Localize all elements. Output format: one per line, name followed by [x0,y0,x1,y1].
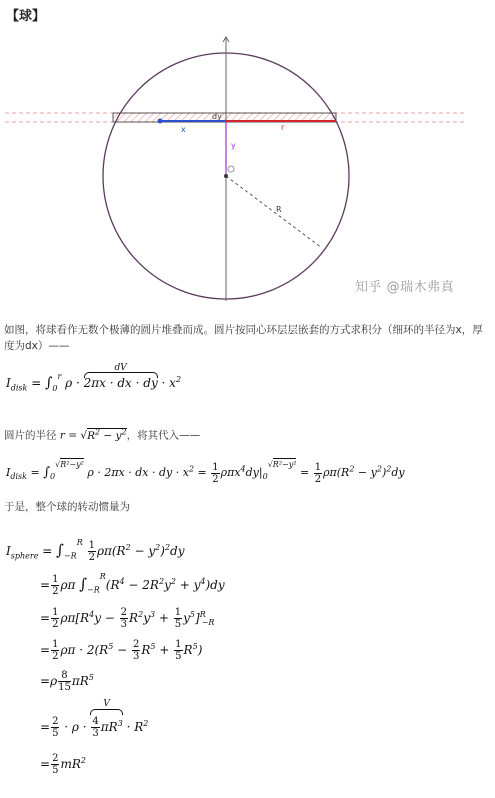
label-y: y [231,141,236,150]
equation-sphere-line-2: = $\frac{1}{2}$ ρπ $\int_{-R}^R(R^4 - 2R^2y^2 + y^4)dy$ [40,572,225,597]
equation-sphere-line-7: = $\frac{2}{5}$ $mR^2$ [40,753,86,776]
equation-sphere-line-1: $I_{sphere} = \int_{-R}^R$ $\frac{1}{2}$ $\rho\pi(R^2 - y^2)^2dy$ [6,538,185,563]
equation-sphere-line-3: = $\frac{1}{2}$ $\rho\pi[R^4y$ − $\frac{2}{3}$ $R^2y^3$ + $\frac{1}{5}$ $y^5]^R_{-R}$ [40,607,215,630]
x-endpoint-dot [158,119,163,124]
equation-sphere-line-4: = $\frac{1}{2}$ $\rho\pi \cdot 2(R^5$ − $\frac{2}{3}$ $R^5$ + $\frac{1}{5}$ $R^5$) [40,639,203,662]
radius-R-line [226,176,322,248]
watermark: 知乎 @瑞木弗真 [355,280,455,295]
label-R: R [276,205,282,214]
label-dy: dy [212,112,222,121]
origin-marker [228,166,234,172]
label-r: r [281,123,285,132]
label-x: x [181,125,186,134]
equation-disk-substituted: $I_{disk} = \int_0^{√R^2-y^2}$ ρ · 2πx · dx · dy · $x^2$ = $\frac{1}{2}$ $\rho\pi x^4dy|_0^{√R^2-y^2}$ = $\frac{1}{2}$ $\rho\pi(R^2 - y^2)^2dy$ [6,460,405,485]
equation-sphere-line-5: =ρ $\frac{8}{15}$ $\pi R^5$ [40,670,94,693]
intro-paragraph: 如图，将球看作无数个极薄的圆片堆叠而成。圆片按同心环层层嵌套的方式求积分（细环的半径为x，厚度为dx）—— [4,324,483,352]
section-heading: 【球】 [6,9,46,24]
equation-sphere-line-6: = $\frac{2}{5}$ · ρ · V $\frac{4}{3}$ $\pi R^3 \cdot R^2$ [40,699,149,739]
equation-disk-integral: $I_{disk} = \int_0^r$ ρ · dV 2πx · dx · dy · $x^2$ [6,363,182,393]
sphere-cross-section-diagram [0,26,495,316]
radius-substitution-text: 圆片的半径 $r = √R^2 - y^2$，将其代入—— [4,427,201,442]
sphere-intro-text: 于是，整个球的转动惯量为 [4,501,130,513]
